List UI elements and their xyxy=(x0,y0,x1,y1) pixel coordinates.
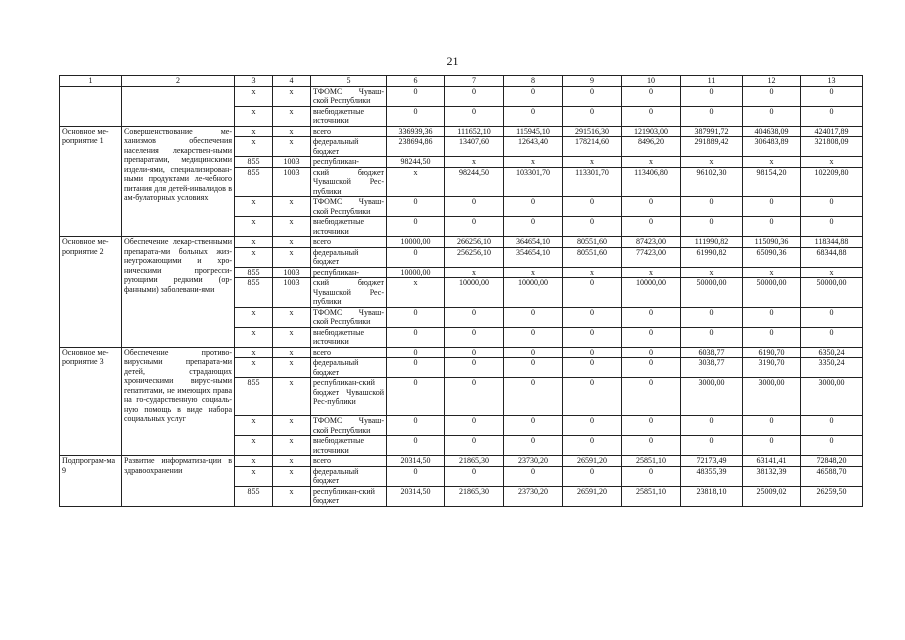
amount-cell: 0 xyxy=(743,197,801,217)
column-header: 12 xyxy=(743,76,801,87)
amount-cell: 98244,50 xyxy=(445,167,504,197)
amount-cell: 0 xyxy=(622,347,681,358)
amount-cell: x xyxy=(563,267,622,278)
amount-cell: 0 xyxy=(743,217,801,237)
amount-cell: 50000,00 xyxy=(681,278,743,308)
section-code-cell: 1003 xyxy=(273,267,311,278)
amount-cell: 38132,39 xyxy=(743,466,801,486)
table-row xyxy=(60,347,863,358)
amount-cell: 6190,70 xyxy=(743,347,801,358)
funding-source-cell: всего xyxy=(311,237,387,248)
amount-cell: 238694,86 xyxy=(387,137,445,157)
amount-cell: x xyxy=(387,167,445,197)
section-code-cell: x xyxy=(273,456,311,467)
column-header: 3 xyxy=(235,76,273,87)
amount-cell: 0 xyxy=(622,217,681,237)
amount-cell: 0 xyxy=(504,466,563,486)
amount-cell: 48355,39 xyxy=(681,466,743,486)
amount-cell: 8496,20 xyxy=(622,137,681,157)
amount-cell: x xyxy=(681,267,743,278)
funding-source-cell: федеральный бюджет xyxy=(311,358,387,378)
grbs-code-cell: x xyxy=(235,137,273,157)
grbs-code-cell: 855 xyxy=(235,378,273,416)
amount-cell: 0 xyxy=(387,436,445,456)
amount-cell: 0 xyxy=(504,436,563,456)
header-row xyxy=(60,76,863,87)
grbs-code-cell: x xyxy=(235,436,273,456)
amount-cell: 0 xyxy=(563,416,622,436)
grbs-code-cell: x xyxy=(235,106,273,126)
amount-cell: 0 xyxy=(504,307,563,327)
section-code-cell: x xyxy=(273,86,311,106)
section-code-cell: x xyxy=(273,137,311,157)
funding-source-cell: федеральный бюджет xyxy=(311,247,387,267)
table-body xyxy=(60,76,863,507)
grbs-code-cell: 855 xyxy=(235,167,273,197)
amount-cell: 0 xyxy=(622,466,681,486)
amount-cell: 0 xyxy=(563,106,622,126)
amount-cell: 306483,89 xyxy=(743,137,801,157)
section-code-cell: 1003 xyxy=(273,278,311,308)
amount-cell: 0 xyxy=(622,106,681,126)
amount-cell: 115090,36 xyxy=(743,237,801,248)
amount-cell: 0 xyxy=(622,416,681,436)
section-code-cell: x xyxy=(273,237,311,248)
funding-source-cell: республикан- xyxy=(311,267,387,278)
amount-cell: 0 xyxy=(504,347,563,358)
amount-cell: 6350,24 xyxy=(801,347,863,358)
amount-cell: 0 xyxy=(387,197,445,217)
amount-cell: 80551,60 xyxy=(563,237,622,248)
amount-cell: 0 xyxy=(445,416,504,436)
amount-cell: x xyxy=(622,267,681,278)
amount-cell: x xyxy=(681,157,743,168)
amount-cell: 68344,88 xyxy=(801,247,863,267)
amount-cell: 404638,09 xyxy=(743,126,801,137)
amount-cell: 0 xyxy=(681,416,743,436)
amount-cell: 0 xyxy=(563,278,622,308)
grbs-code-cell: 855 xyxy=(235,278,273,308)
amount-cell: 3190,70 xyxy=(743,358,801,378)
amount-cell: 65090,36 xyxy=(743,247,801,267)
amount-cell: x xyxy=(504,157,563,168)
amount-cell: 0 xyxy=(801,416,863,436)
amount-cell: 0 xyxy=(681,217,743,237)
activity-description-cell: Обеспечение противо-вирусными препарата-ми детей, страдающих хроническими вирус-ными гепатитами, не имеющих права на го-сударственную социаль-ную помощь в виде набора социальных услуг xyxy=(122,347,235,456)
amount-cell: 118344,88 xyxy=(801,237,863,248)
amount-cell: 98244,50 xyxy=(387,157,445,168)
amount-cell: 72173,49 xyxy=(681,456,743,467)
column-header: 8 xyxy=(504,76,563,87)
amount-cell: 0 xyxy=(743,86,801,106)
funding-source-cell: внебюджетные источники xyxy=(311,106,387,126)
amount-cell: 424017,89 xyxy=(801,126,863,137)
amount-cell: 0 xyxy=(563,347,622,358)
amount-cell: 0 xyxy=(801,436,863,456)
amount-cell: 0 xyxy=(681,436,743,456)
grbs-code-cell: x xyxy=(235,126,273,137)
funding-source-cell: всего xyxy=(311,126,387,137)
amount-cell: x xyxy=(743,267,801,278)
column-header: 13 xyxy=(801,76,863,87)
funding-source-cell: ТФОМС Чуваш-ской Республики xyxy=(311,307,387,327)
amount-cell: 50000,00 xyxy=(801,278,863,308)
amount-cell: 10000,00 xyxy=(387,267,445,278)
program-name-cell xyxy=(60,86,122,126)
section-code-cell: x xyxy=(273,126,311,137)
amount-cell: 0 xyxy=(563,327,622,347)
amount-cell: 20314,50 xyxy=(387,486,445,506)
section-code-cell: x xyxy=(273,466,311,486)
grbs-code-cell: 855 xyxy=(235,486,273,506)
amount-cell: 0 xyxy=(622,436,681,456)
amount-cell: 0 xyxy=(681,106,743,126)
amount-cell: 0 xyxy=(387,217,445,237)
amount-cell: 115945,10 xyxy=(504,126,563,137)
amount-cell: x xyxy=(743,157,801,168)
grbs-code-cell: x xyxy=(235,197,273,217)
amount-cell: 0 xyxy=(504,416,563,436)
amount-cell: 256256,10 xyxy=(445,247,504,267)
amount-cell: 3350,24 xyxy=(801,358,863,378)
amount-cell: 0 xyxy=(387,347,445,358)
amount-cell: 354654,10 xyxy=(504,247,563,267)
section-code-cell: x xyxy=(273,416,311,436)
amount-cell: 0 xyxy=(445,466,504,486)
amount-cell: 0 xyxy=(743,106,801,126)
amount-cell: 0 xyxy=(504,86,563,106)
budget-table xyxy=(59,75,863,507)
amount-cell: 98154,20 xyxy=(743,167,801,197)
amount-cell: 80551,60 xyxy=(563,247,622,267)
amount-cell: 61990,82 xyxy=(681,247,743,267)
amount-cell: 0 xyxy=(801,307,863,327)
amount-cell: 111652,10 xyxy=(445,126,504,137)
amount-cell: 0 xyxy=(681,86,743,106)
amount-cell: 0 xyxy=(445,378,504,416)
amount-cell: 0 xyxy=(622,86,681,106)
amount-cell: 0 xyxy=(801,327,863,347)
column-header: 9 xyxy=(563,76,622,87)
amount-cell: 102209,80 xyxy=(801,167,863,197)
funding-source-cell: республикан-ский бюджет xyxy=(311,486,387,506)
amount-cell: 111990,82 xyxy=(681,237,743,248)
amount-cell: 23730,20 xyxy=(504,456,563,467)
amount-cell: 10000,00 xyxy=(622,278,681,308)
section-code-cell: x xyxy=(273,436,311,456)
grbs-code-cell: x xyxy=(235,466,273,486)
amount-cell: x xyxy=(445,267,504,278)
amount-cell: 77423,00 xyxy=(622,247,681,267)
column-header: 6 xyxy=(387,76,445,87)
section-code-cell: x xyxy=(273,247,311,267)
table-row xyxy=(60,86,863,106)
column-header: 5 xyxy=(311,76,387,87)
section-code-cell: x xyxy=(273,378,311,416)
grbs-code-cell: 855 xyxy=(235,267,273,278)
amount-cell: 0 xyxy=(387,358,445,378)
amount-cell: 0 xyxy=(504,378,563,416)
funding-source-cell: ТФОМС Чуваш-ской Республики xyxy=(311,197,387,217)
amount-cell: 291516,30 xyxy=(563,126,622,137)
amount-cell: 0 xyxy=(681,307,743,327)
amount-cell: 46588,70 xyxy=(801,466,863,486)
amount-cell: 387991,72 xyxy=(681,126,743,137)
amount-cell: 0 xyxy=(681,327,743,347)
amount-cell: 25009,02 xyxy=(743,486,801,506)
funding-source-cell: внебюджетные источники xyxy=(311,327,387,347)
amount-cell: 0 xyxy=(563,466,622,486)
program-name-cell: Основное ме-роприятие 2 xyxy=(60,237,122,348)
amount-cell: 0 xyxy=(622,378,681,416)
funding-source-cell: ский бюджет Чувашской Рес-публики xyxy=(311,278,387,308)
amount-cell: 0 xyxy=(743,436,801,456)
amount-cell: 0 xyxy=(563,197,622,217)
amount-cell: 3000,00 xyxy=(801,378,863,416)
amount-cell: 0 xyxy=(801,86,863,106)
activity-description-cell xyxy=(122,86,235,126)
amount-cell: x xyxy=(563,157,622,168)
amount-cell: 87423,00 xyxy=(622,237,681,248)
amount-cell: 0 xyxy=(504,327,563,347)
amount-cell: 96102,30 xyxy=(681,167,743,197)
section-code-cell: x xyxy=(273,347,311,358)
amount-cell: 3038,77 xyxy=(681,358,743,378)
amount-cell: 0 xyxy=(445,358,504,378)
amount-cell: x xyxy=(504,267,563,278)
amount-cell: 25851,10 xyxy=(622,486,681,506)
amount-cell: 3000,00 xyxy=(743,378,801,416)
amount-cell: x xyxy=(445,157,504,168)
amount-cell: 0 xyxy=(504,106,563,126)
amount-cell: 336939,36 xyxy=(387,126,445,137)
section-code-cell: x xyxy=(273,307,311,327)
activity-description-cell: Обеспечение лекар-ственными препарата-ми больных жиз-неугрожающими и хро-ническими прогресси-рующими редкими (ор-фанными) заболевани-ями xyxy=(122,237,235,348)
program-name-cell: Основное ме-роприятие 3 xyxy=(60,347,122,456)
amount-cell: x xyxy=(801,157,863,168)
amount-cell: 0 xyxy=(681,197,743,217)
funding-source-cell: республикан- xyxy=(311,157,387,168)
grbs-code-cell: x xyxy=(235,307,273,327)
amount-cell: 0 xyxy=(563,378,622,416)
section-code-cell: x xyxy=(273,197,311,217)
amount-cell: 21865,30 xyxy=(445,486,504,506)
amount-cell: 0 xyxy=(387,106,445,126)
amount-cell: 3000,00 xyxy=(681,378,743,416)
funding-source-cell: ТФОМС Чуваш-ской Республики xyxy=(311,86,387,106)
amount-cell: 0 xyxy=(622,327,681,347)
amount-cell: 0 xyxy=(622,307,681,327)
amount-cell: 26591,20 xyxy=(563,486,622,506)
amount-cell: 0 xyxy=(743,416,801,436)
amount-cell: 12643,40 xyxy=(504,137,563,157)
amount-cell: x xyxy=(622,157,681,168)
amount-cell: 0 xyxy=(743,307,801,327)
amount-cell: 6038,77 xyxy=(681,347,743,358)
amount-cell: 113301,70 xyxy=(563,167,622,197)
amount-cell: 0 xyxy=(622,358,681,378)
amount-cell: 10000,00 xyxy=(504,278,563,308)
amount-cell: x xyxy=(387,278,445,308)
section-code-cell: 1003 xyxy=(273,157,311,168)
grbs-code-cell: 855 xyxy=(235,157,273,168)
activity-description-cell: Совершенствование ме-ханизмов обеспечения населения лекарствен-ными препаратами, медицинскими издели-ями, специализирован-ными продуктами ле-чебного питания для детей-инвалидов в ам-булаторных условиях xyxy=(122,126,235,237)
amount-cell: 291889,42 xyxy=(681,137,743,157)
amount-cell: 0 xyxy=(387,307,445,327)
amount-cell: 0 xyxy=(563,436,622,456)
amount-cell: 26259,50 xyxy=(801,486,863,506)
amount-cell: 23730,20 xyxy=(504,486,563,506)
column-header: 4 xyxy=(273,76,311,87)
amount-cell: 0 xyxy=(445,106,504,126)
amount-cell: 0 xyxy=(801,106,863,126)
table-row xyxy=(60,126,863,137)
amount-cell: 10000,00 xyxy=(387,237,445,248)
amount-cell: 0 xyxy=(801,217,863,237)
amount-cell: 0 xyxy=(504,217,563,237)
funding-source-cell: федеральный бюджет xyxy=(311,137,387,157)
grbs-code-cell: x xyxy=(235,86,273,106)
funding-source-cell: всего xyxy=(311,347,387,358)
amount-cell: 25851,10 xyxy=(622,456,681,467)
grbs-code-cell: x xyxy=(235,347,273,358)
amount-cell: 0 xyxy=(445,307,504,327)
amount-cell: 21865,30 xyxy=(445,456,504,467)
program-name-cell: Основное ме-роприятие 1 xyxy=(60,126,122,237)
funding-source-cell: федеральный бюджет xyxy=(311,466,387,486)
amount-cell: 103301,70 xyxy=(504,167,563,197)
grbs-code-cell: x xyxy=(235,247,273,267)
section-code-cell: x xyxy=(273,486,311,506)
funding-source-cell: внебюджетные источники xyxy=(311,217,387,237)
amount-cell: 0 xyxy=(563,86,622,106)
amount-cell: 0 xyxy=(445,347,504,358)
amount-cell: 0 xyxy=(445,327,504,347)
column-header: 7 xyxy=(445,76,504,87)
column-header: 2 xyxy=(122,76,235,87)
amount-cell: 0 xyxy=(445,436,504,456)
grbs-code-cell: x xyxy=(235,358,273,378)
funding-source-cell: ский бюджет Чувашской Рес-публики xyxy=(311,167,387,197)
amount-cell: 0 xyxy=(387,378,445,416)
grbs-code-cell: x xyxy=(235,237,273,248)
amount-cell: 0 xyxy=(622,197,681,217)
amount-cell: 50000,00 xyxy=(743,278,801,308)
amount-cell: 23818,10 xyxy=(681,486,743,506)
amount-cell: 0 xyxy=(504,358,563,378)
section-code-cell: x xyxy=(273,358,311,378)
section-code-cell: x xyxy=(273,217,311,237)
amount-cell: 178214,60 xyxy=(563,137,622,157)
funding-source-cell: всего xyxy=(311,456,387,467)
amount-cell: 0 xyxy=(445,86,504,106)
amount-cell: 0 xyxy=(445,217,504,237)
amount-cell: 0 xyxy=(387,466,445,486)
activity-description-cell: Развитие информатиза-ции в здравоохранении xyxy=(122,456,235,507)
amount-cell: 0 xyxy=(563,217,622,237)
section-code-cell: 1003 xyxy=(273,167,311,197)
amount-cell: 0 xyxy=(387,416,445,436)
amount-cell: 364654,10 xyxy=(504,237,563,248)
amount-cell: 0 xyxy=(743,327,801,347)
amount-cell: 72848,20 xyxy=(801,456,863,467)
grbs-code-cell: x xyxy=(235,456,273,467)
page-number: 21 xyxy=(446,54,459,68)
funding-source-cell: внебюджетные источники xyxy=(311,436,387,456)
amount-cell: 121903,00 xyxy=(622,126,681,137)
amount-cell: 266256,10 xyxy=(445,237,504,248)
funding-source-cell: республикан-ский бюджет Чувашской Рес-публики xyxy=(311,378,387,416)
section-code-cell: x xyxy=(273,327,311,347)
table-row xyxy=(60,237,863,248)
amount-cell: 0 xyxy=(801,197,863,217)
amount-cell: 0 xyxy=(445,197,504,217)
grbs-code-cell: x xyxy=(235,217,273,237)
amount-cell: 0 xyxy=(563,307,622,327)
amount-cell: 0 xyxy=(387,327,445,347)
amount-cell: 321808,09 xyxy=(801,137,863,157)
grbs-code-cell: x xyxy=(235,416,273,436)
amount-cell: 0 xyxy=(387,86,445,106)
amount-cell: 20314,50 xyxy=(387,456,445,467)
section-code-cell: x xyxy=(273,106,311,126)
program-name-cell: Подпрограм-ма 9 xyxy=(60,456,122,507)
column-header: 11 xyxy=(681,76,743,87)
amount-cell: 0 xyxy=(563,358,622,378)
table-row xyxy=(60,456,863,467)
grbs-code-cell: x xyxy=(235,327,273,347)
amount-cell: 13407,60 xyxy=(445,137,504,157)
column-header: 10 xyxy=(622,76,681,87)
amount-cell: 0 xyxy=(504,197,563,217)
amount-cell: 10000,00 xyxy=(445,278,504,308)
amount-cell: 0 xyxy=(387,247,445,267)
amount-cell: 63141,41 xyxy=(743,456,801,467)
amount-cell: x xyxy=(801,267,863,278)
amount-cell: 26591,20 xyxy=(563,456,622,467)
column-header: 1 xyxy=(60,76,122,87)
funding-source-cell: ТФОМС Чуваш-ской Республики xyxy=(311,416,387,436)
amount-cell: 113406,80 xyxy=(622,167,681,197)
